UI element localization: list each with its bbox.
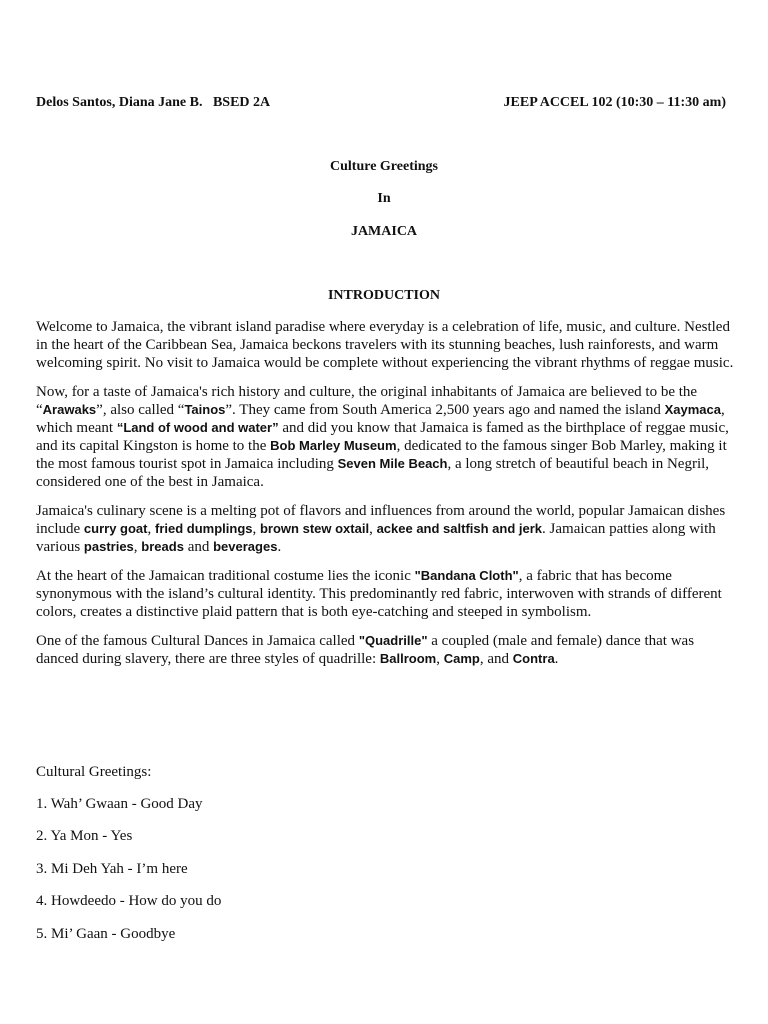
paragraph-dance: One of the famous Cultural Dances in Jamaica called "Quadrille" a coupled (male and female) dance that was danced during slavery, there are three styles of quadrille: Ballroom, Camp, and Contra. <box>36 633 695 667</box>
bold-term: Tainos <box>184 402 226 417</box>
document-body <box>36 318 736 679</box>
paragraph-intro: Welcome to Jamaica, the vibrant island paradise where everyday is a celebration of life, music, and culture. Nestled in the heart of the Caribbean Sea, Jamaica beckons travelers with its stunning beaches, lush rainforests, and warm welcoming spirit. No visit to Jamaica would be complete without experiencing the vibrant rhythms of reggae music. <box>36 319 734 371</box>
greeting-item: 2. Ya Mon - Yes <box>36 828 133 844</box>
bold-term: Xaymaca <box>664 402 721 417</box>
bold-term: curry goat <box>83 521 148 536</box>
document-header <box>36 95 726 115</box>
greeting-item: 5. Mi’ Gaan - Goodbye <box>36 926 176 942</box>
greeting-item: 4. Howdeedo - How do you do <box>36 893 222 909</box>
bold-term: ackee and saltfish and jerk <box>376 521 543 536</box>
bold-term: Bob Marley Museum <box>270 438 397 453</box>
paragraph-costume: At the heart of the Jamaican traditional costume lies the iconic "Bandana Cloth", a fabric that has become synonymous with the island’s cultural identity. This predominantly red fabric, interwoven with strands of different colors, creates a distinctive plaid pattern that is both eye-catching and steeped in symbolism. <box>36 568 722 620</box>
student-info: Delos Santos, Diana Jane B. BSED 2A <box>36 95 271 110</box>
bold-term: fried dumplings <box>154 521 253 536</box>
course-info: JEEP ACCEL 102 (10:30 – 11:30 am) <box>503 95 726 110</box>
bold-term: Contra <box>512 651 555 666</box>
greetings-heading: Cultural Greetings: <box>36 764 152 780</box>
title-connector: In <box>377 191 391 206</box>
bold-term: brown stew oxtail <box>259 521 370 536</box>
country-title: JAMAICA <box>350 224 418 239</box>
greeting-item: 1. Wah’ Gwaan - Good Day <box>36 796 203 812</box>
bold-term: pastries <box>83 539 134 554</box>
bold-term: "Bandana Cloth" <box>414 568 519 583</box>
bold-term: beverages <box>213 539 278 554</box>
bold-term: Seven Mile Beach <box>337 456 448 471</box>
bold-term: Camp <box>443 651 480 666</box>
section-heading: INTRODUCTION <box>327 288 440 303</box>
bold-term: "Quadrille" <box>358 633 428 648</box>
bold-term: “Land of wood and water” <box>116 420 279 435</box>
bold-term: breads <box>141 539 184 554</box>
bold-term: Arawaks <box>42 402 97 417</box>
document-title: Culture Greetings <box>330 159 438 174</box>
bold-term: Ballroom <box>379 651 437 666</box>
greeting-item: 3. Mi Deh Yah - I’m here <box>36 861 188 877</box>
paragraph-history: Now, for a taste of Jamaica's rich history and culture, the original inhabitants of Jamaica are believed to be the “Arawaks”, also called “Tainos”. They came from South America 2,500 years ago and named the island Xaymaca, which meant “Land of wood and water” and did you know that Jamaica is famed as the birthplace of reggae music, and its capital Kingston is home to the Bob Marley Museum, dedicated to the famous singer Bob Marley, making it the most famous tourist spot in Jamaica including Seven Mile Beach, a long stretch of beautiful beach in Negril, considered one of the best in Jamaica. <box>36 384 729 490</box>
paragraph-cuisine: Jamaica's culinary scene is a melting pot of flavors and influences from around the world, popular Jamaican dishes include curry goat, fried dumplings, brown stew oxtail, ackee and saltfish and jerk. Jamaican patties along with various pastries, breads and beverages. <box>36 503 726 555</box>
